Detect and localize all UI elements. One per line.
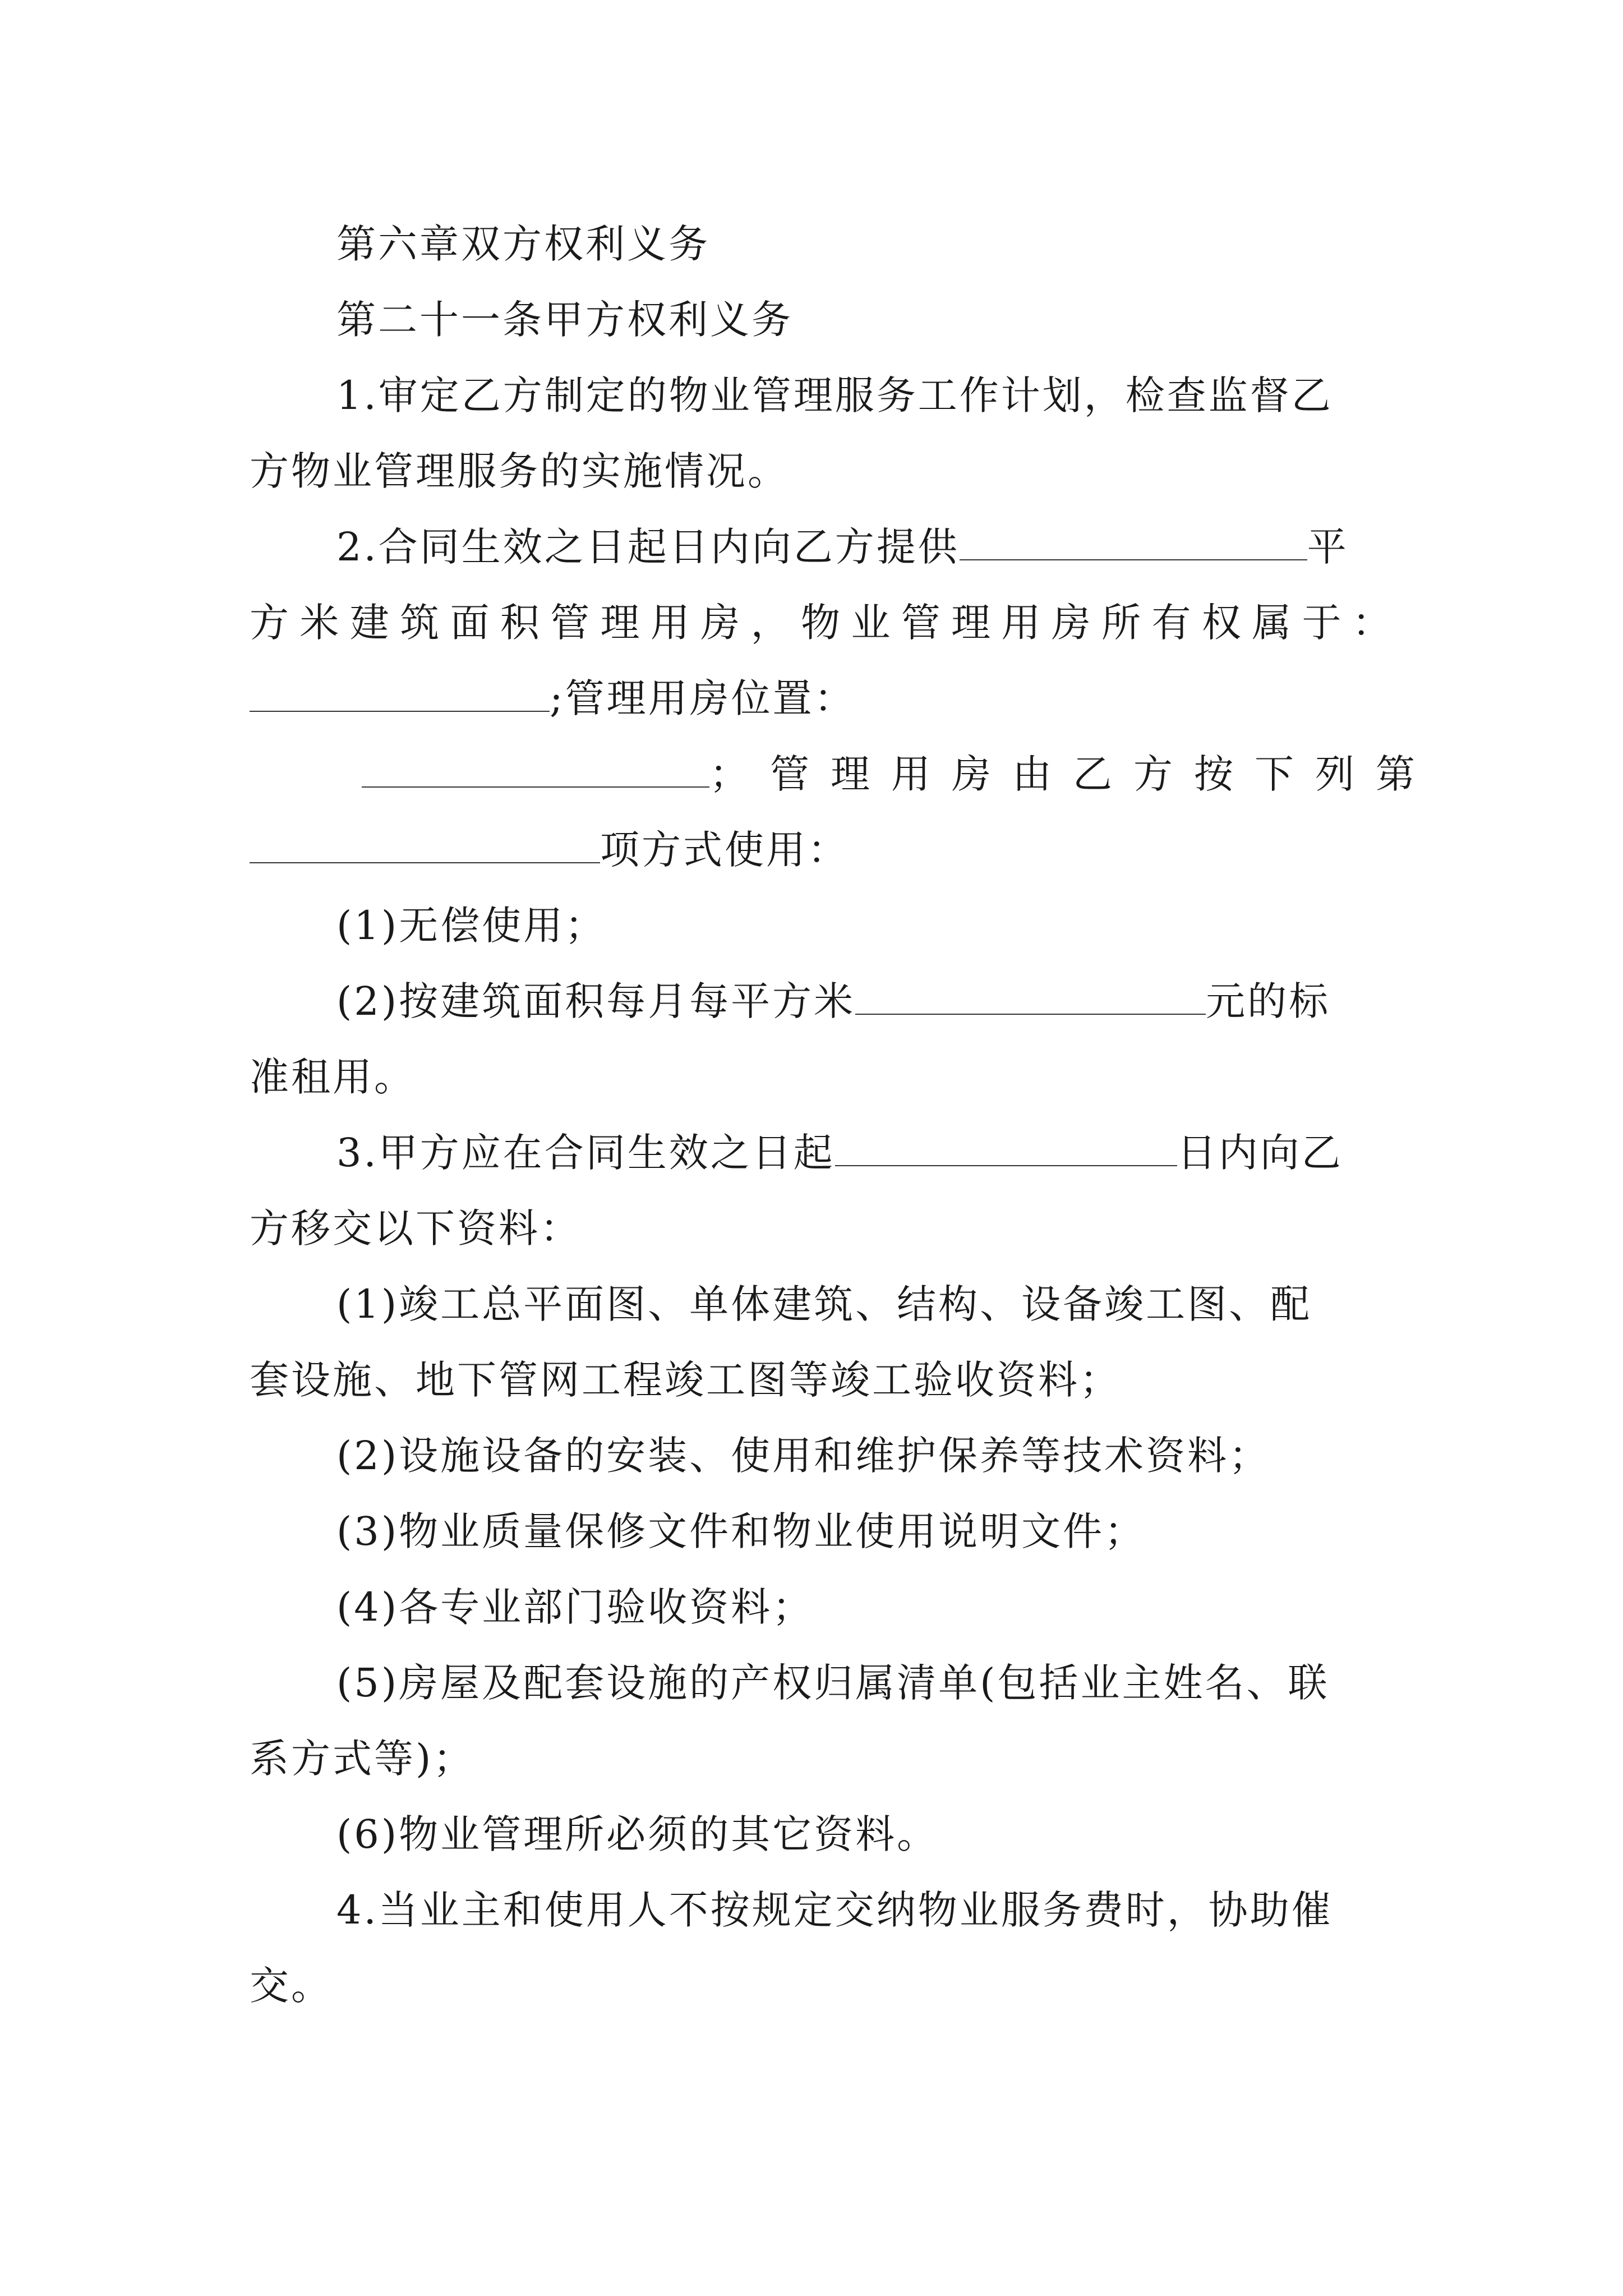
item-4-line-2: 交。: [250, 1963, 333, 2009]
blank-line: [362, 752, 709, 788]
item-1-line-2: 方物业管理服务的实施情况。: [250, 448, 789, 494]
item-3-sub-5-line-2: 系方式等)；: [250, 1736, 475, 1782]
item-2-line-5-text: 项方式使用：: [600, 827, 849, 873]
item-2-line-4-text: ；管理用房由乙方按下列第: [709, 751, 1436, 797]
item-3-sub-5-line-1: (5)房屋及配套设施的产权归属清单(包括业主姓名、联: [336, 1660, 1330, 1706]
item-3-line-1: [336, 1125, 1394, 1181]
chapter-title: 第六章双方权利义务: [336, 221, 710, 267]
item-3-line-1-text: 3.甲方应在合同生效之日起: [336, 1130, 835, 1176]
blank-line: [960, 524, 1307, 560]
item-3-sub-4: (4)各专业部门验收资料；: [336, 1584, 814, 1630]
article-title: 第二十一条甲方权利义务: [336, 297, 793, 343]
item-3-sub-3: (3)物业质量保修文件和物业使用说明文件；: [336, 1508, 1146, 1554]
blank-line: [855, 979, 1206, 1015]
item-2-line-2: 方米建筑面积管理用房，物业管理用房所有权属于：: [250, 600, 1394, 646]
item-3-sub-1-line-2: 套设施、地下管网工程竣工图等竣工验收资料；: [250, 1357, 1121, 1403]
item-2-line-1: [336, 519, 1394, 575]
item-2-line-4: [362, 746, 1436, 802]
item-2-line-3-text: ;管理用房位置：: [550, 675, 856, 721]
item-2-line-1-text: 2.合同生效之日起日内向乙方提供: [336, 524, 960, 570]
item-2-option-2-line-2: 准租用。: [250, 1054, 416, 1100]
item-3-sub-6: (6)物业管理所必须的其它资料。: [336, 1811, 939, 1857]
item-2-line-5: [250, 822, 1394, 878]
blank-line: [250, 676, 550, 712]
item-2-line-3: [250, 670, 1394, 726]
item-2-line-1-end: 平: [1307, 524, 1349, 570]
blank-line: [250, 827, 600, 863]
item-2-option-2-text: (2)按建筑面积每月每平方米: [336, 978, 856, 1024]
item-3-sub-1-line-1: (1)竣工总平面图、单体建筑、结构、设备竣工图、配: [336, 1281, 1312, 1327]
blank-line: [835, 1130, 1177, 1166]
item-3-line-2: 方移交以下资料：: [250, 1205, 582, 1251]
item-3-sub-2: (2)设施设备的安装、使用和维护保养等技术资料；: [336, 1433, 1271, 1479]
item-1-line-1: 1.审定乙方制定的物业管理服务工作计划，检查监督乙: [336, 372, 1333, 418]
item-2-option-1: (1)无偿使用；: [336, 903, 607, 949]
item-2-option-2-end: 元的标: [1206, 978, 1331, 1024]
item-2-option-2: [336, 973, 1394, 1029]
item-4-line-1: 4.当业主和使用人不按规定交纳物业服务费时，协助催: [336, 1887, 1333, 1933]
item-3-line-1-end: 日内向乙: [1177, 1130, 1343, 1176]
